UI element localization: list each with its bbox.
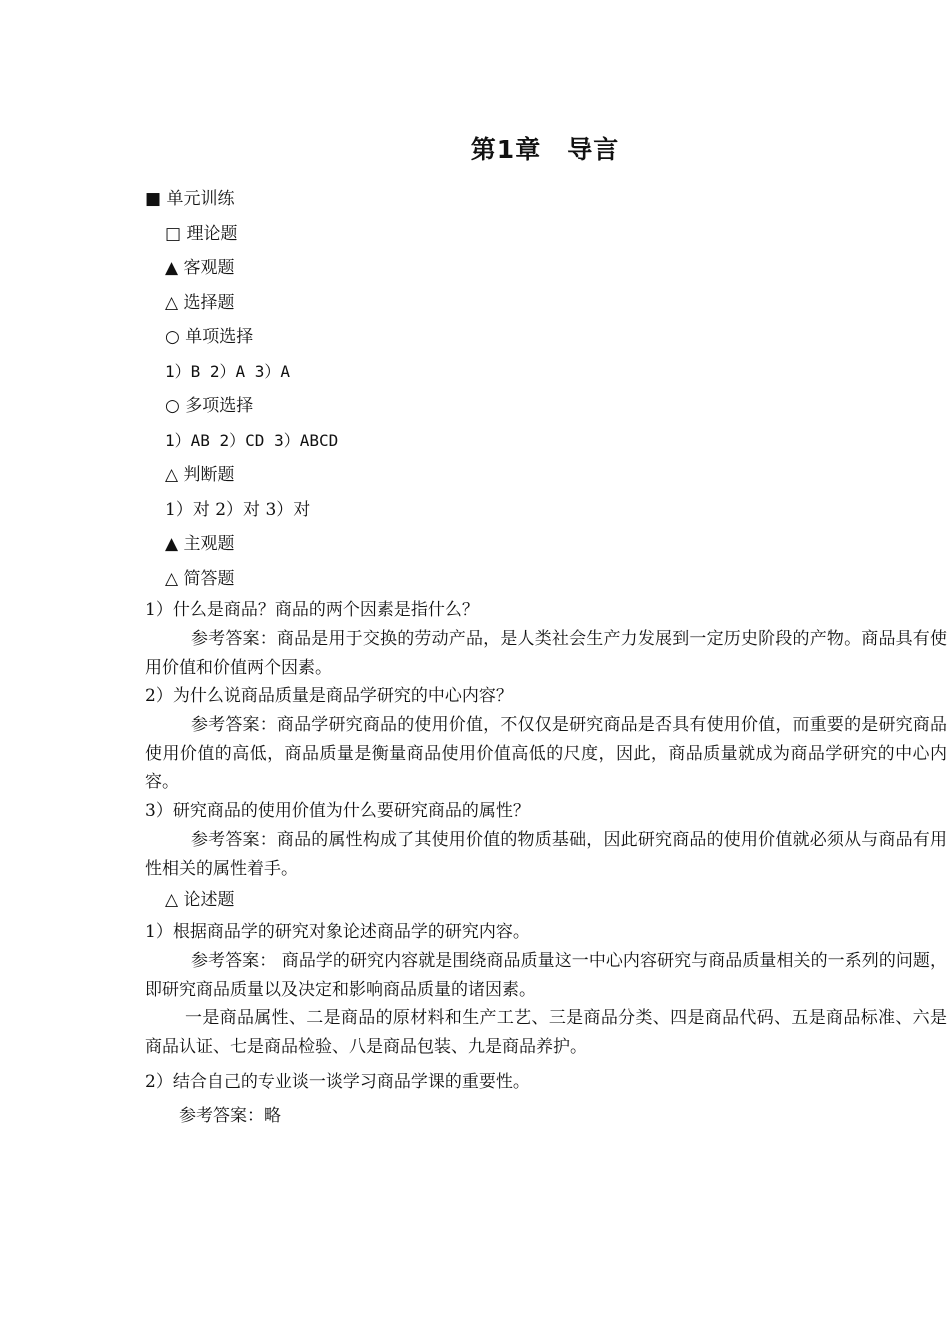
section-unit-training: ■ 单元训练 [145,189,235,209]
essay-question-2: 2）结合自己的专业谈一谈学习商品学课的重要性。 [145,1072,530,1092]
multi-choice-answers: 1）AB 2）CD 3）ABCD [165,431,339,450]
section-subjective: ▲ 主观题 [165,534,235,554]
short-answer-2: 参考答案：商品学研究商品的使用价值，不仅仅是研究商品是否具有使用价值，而重要的是研究商品使用价值的高低，商品质量是衡量商品使用价值高低的尺度，因此，商品质量就成为商品学研究的中心内容。 [145,715,947,792]
short-question-1: 1）什么是商品？商品的两个因素是指什么？ [145,600,479,620]
essay-question-1: 1）根据商品学的研究对象论述商品学的研究内容。 [145,922,530,942]
section-short-answer: △ 简答题 [165,569,235,589]
section-judge: △ 判断题 [165,465,235,485]
chapter-title: 第1章 导言 [470,135,620,164]
single-choice-answers: 1）B 2）A 3）A [165,362,291,381]
essay-answer-1: 参考答案： 商品学的研究内容就是围绕商品质量这一中心内容研究与商品质量相关的一系列的问题，即研究商品质量以及决定和影响商品质量的诸因素。 [145,951,947,1000]
short-answer-3: 参考答案：商品的属性构成了其使用价值的物质基础，因此研究商品的使用价值就必须从与商品有用性相关的属性着手。 [145,830,947,879]
short-question-3: 3）研究商品的使用价值为什么要研究商品的属性？ [145,801,530,821]
short-question-2: 2）为什么说商品质量是商品学研究的中心内容？ [145,686,513,706]
section-objective: ▲ 客观题 [165,258,235,278]
section-single-choice: ○ 单项选择 [165,327,254,347]
essay-answer-1-detail: 一是商品属性、二是商品的原材料和生产工艺、三是商品分类、四是商品代码、五是商品标准、六是商品认证、七是商品检验、八是商品包装、九是商品养护。 [145,1008,947,1057]
section-essay: △ 论述题 [165,890,235,910]
section-multi-choice: ○ 多项选择 [165,396,254,416]
section-theory: □ 理论题 [165,224,238,244]
judge-answers: 1）对 2）对 3）对 [165,500,311,520]
short-answer-1: 参考答案：商品是用于交换的劳动产品，是人类社会生产力发展到一定历史阶段的产物。商品具有使用价值和价值两个因素。 [145,629,947,678]
essay-answer-2: 参考答案：略 [179,1106,281,1126]
section-choice: △ 选择题 [165,293,235,313]
